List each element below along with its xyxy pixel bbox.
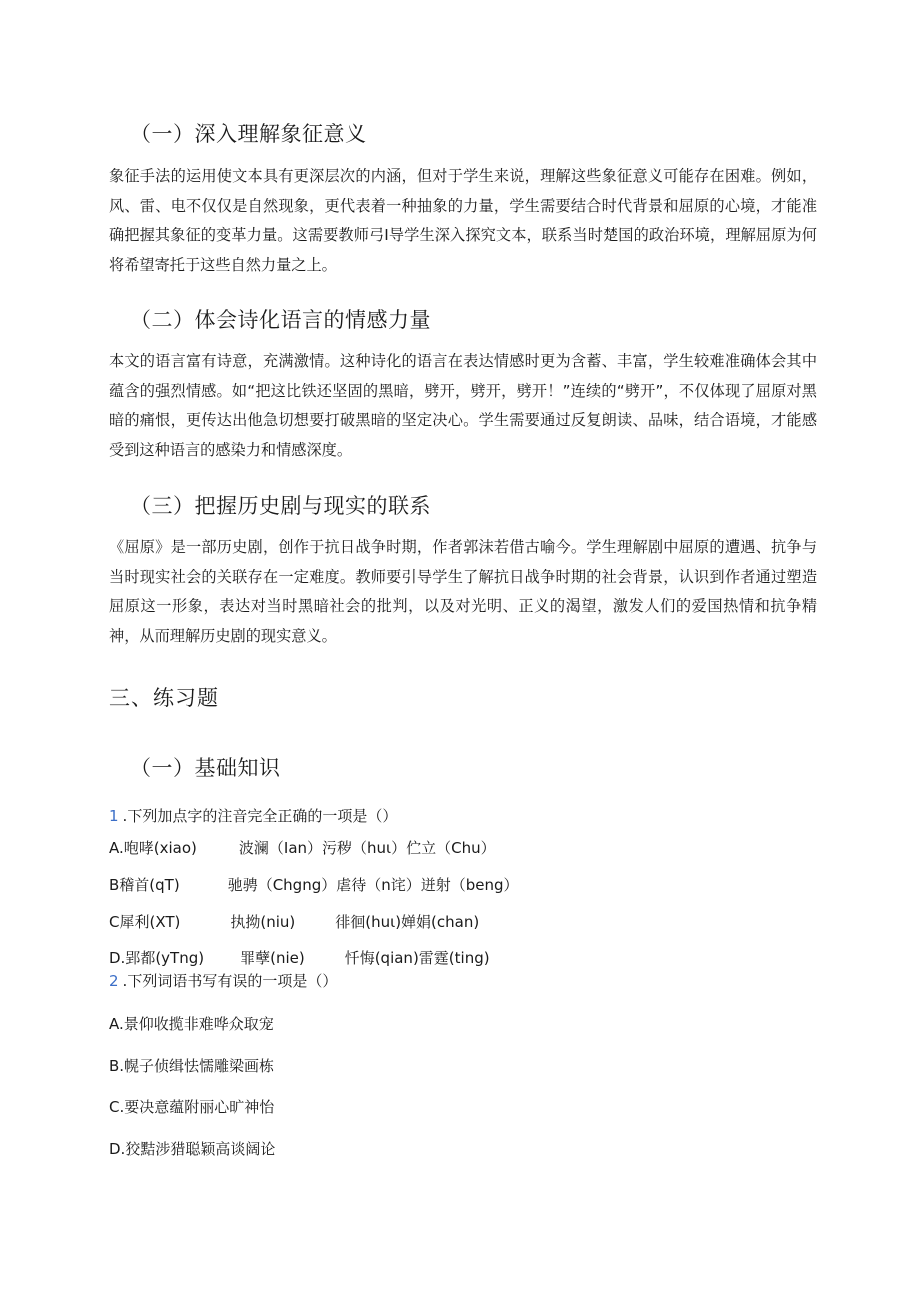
section-body-2: 本文的语言富有诗意，充满激情。这种诗化的语言在表达情感时更为含蓄、丰富，学生较难准确体会其中蕴含的强烈情感。如“把这比铁还坚固的黑暗，劈开，劈开，劈开！”连续的“劈开”，不仅体现了屈原对黑暗的痛恨，更传达出他急切想要打破黑暗的坚定决心。学生需要通过反复朗读、品味，结合语境，才能感受到这种语言的感染力和情感深度。 bbox=[109, 352, 817, 459]
q2-option-b: B.幌子侦缉怯懦雕梁画栋 bbox=[109, 1057, 275, 1075]
q2-option-d: D.狡黠涉猎聪颖高谈阔论 bbox=[109, 1140, 276, 1158]
question-number: 2 bbox=[109, 972, 119, 990]
question-2 bbox=[109, 970, 337, 991]
option-row-b bbox=[109, 874, 519, 895]
option-a-part1: A.咆哮(xiao) bbox=[109, 839, 197, 857]
q2-option-c: C.要决意蕴附丽心旷神怡 bbox=[109, 1098, 275, 1116]
question-number: 1 bbox=[109, 807, 119, 825]
option-b-part1: B稽首(qT) bbox=[109, 876, 180, 894]
part-title: 三、练习题 bbox=[109, 686, 219, 710]
option-row-d bbox=[109, 947, 490, 968]
option-row-c bbox=[109, 911, 479, 932]
question-1 bbox=[109, 805, 397, 826]
option-c-part1: C犀利(XT) bbox=[109, 913, 181, 931]
section-heading-2: （二）体会诗化语言的情感力量 bbox=[130, 308, 431, 332]
section-body-3: 《屈原》是一部历史剧，创作于抗日战争时期，作者郭沫若借古喻今。学生理解剧中屈原的遭遇、抗争与当时现实社会的关联存在一定难度。教师要引导学生了解抗日战争时期的社会背景，认识到作者通过塑造屈原这一形象，表达对当时黑暗社会的批判，以及对光明、正义的渴望，激发人们的爱国热情和抗争精神，从而理解历史剧的现实意义。 bbox=[109, 538, 817, 645]
option-d-part1: D.郢都(yTng) bbox=[109, 949, 205, 967]
option-b-part2: 驰骋（Chgng）虐待（n诧）迸射（beng） bbox=[227, 876, 519, 894]
section-body-1: 象征手法的运用使文本具有更深层次的内涵，但对于学生来说，理解这些象征意义可能存在困难。例如，风、雷、电不仅仅是自然现象，更代表着一种抽象的力量，学生需要结合时代背景和屈原的心境，才能准确把握其象征的变革力量。这需要教师弓I导学生深入探究文本，联系当时楚国的政治环境，理解屈原为何将希望寄托于这些自然力量之上。 bbox=[109, 167, 817, 274]
q2-option-a: A.景仰收揽非难哗众取宠 bbox=[109, 1015, 274, 1033]
question-stem: .下列加点字的注音完全正确的一项是（） bbox=[122, 807, 398, 825]
option-d-part2: 罪孽(nie) bbox=[240, 949, 305, 967]
section-heading-3: （三）把握历史剧与现实的联系 bbox=[130, 494, 431, 518]
option-a-part2: 波澜（Ian）污秽（huι）伫立（Chu） bbox=[238, 839, 496, 857]
option-c-part2: 执拗(niu) bbox=[230, 913, 296, 931]
subsection-title: （一）基础知识 bbox=[130, 756, 281, 780]
option-row-a bbox=[109, 837, 496, 858]
option-d-part3: 忏悔(qian)雷霆(ting) bbox=[344, 949, 490, 967]
question-stem: .下列词语书写有误的一项是（） bbox=[122, 972, 338, 990]
section-heading-1: （一）深入理解象征意义 bbox=[130, 122, 367, 146]
option-c-part3: 徘徊(huι)婵娟(chan) bbox=[335, 913, 480, 931]
